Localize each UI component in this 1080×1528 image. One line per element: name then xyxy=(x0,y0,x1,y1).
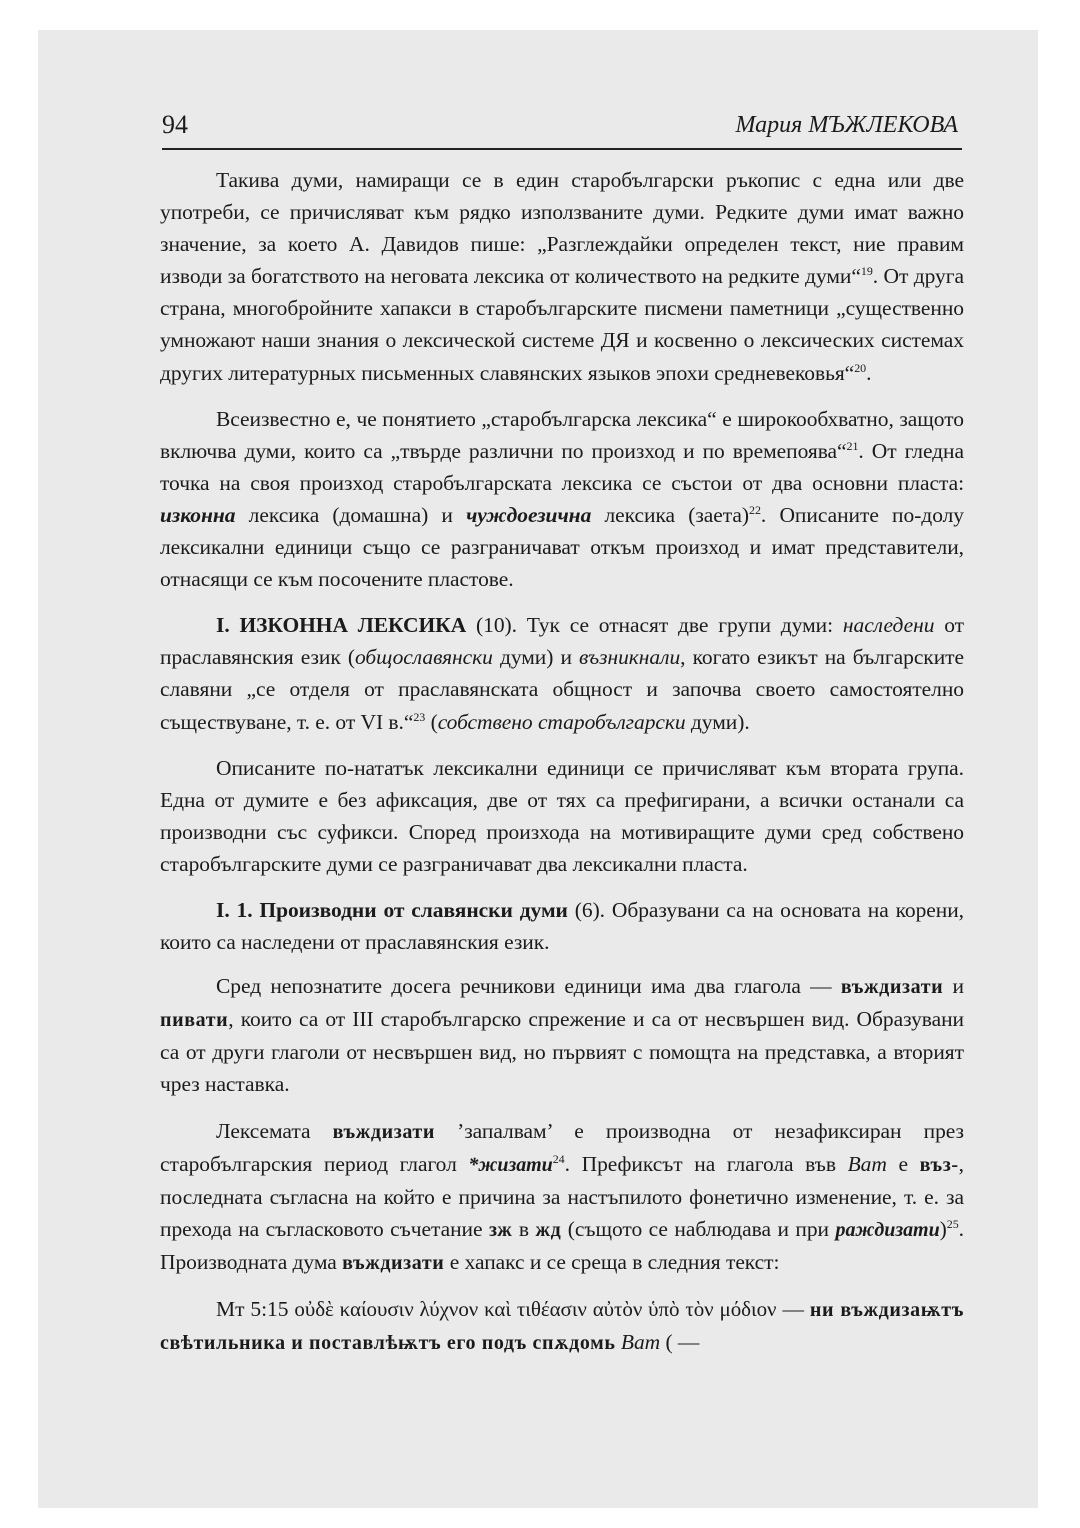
text: Всеизвестно е, че понятието „старобългарска лексика“ е широкообхватно, защото включва думи, които са „твърде различни по произход и по времепоява“ xyxy=(160,406,964,463)
running-head-author: Мария МЪЖЛЕКОВА xyxy=(735,112,958,138)
text: в xyxy=(512,1216,536,1241)
paragraph-8-quotation xyxy=(160,1293,964,1359)
paragraph-6 xyxy=(160,970,964,1100)
manuscript-siglum: Ват xyxy=(847,1151,887,1176)
footnote-ref: 19 xyxy=(860,264,873,279)
text: Сред непознатите досега речникови единици има два глагола — xyxy=(216,974,841,999)
text: Лексемата xyxy=(216,1118,333,1143)
text: . Префиксът на глагола във xyxy=(564,1151,848,1176)
emphasis: собствено старобългарски xyxy=(437,709,686,734)
text: (10). Тук се отнасят две групи думи: xyxy=(466,613,843,638)
text: . Описаните по-долу лексикални единици също се разграничават откъм произход и имат представители, отнасящи се към посочените пластове. xyxy=(160,502,964,592)
old-bulgarian-word: пивати xyxy=(160,1009,229,1032)
text: (6). Образувани са на основата на корени, които са наследени от праславянския език. xyxy=(160,897,965,955)
running-header xyxy=(162,108,962,150)
text: (същото се наблюдава и при xyxy=(561,1216,836,1241)
paragraph-3 xyxy=(160,609,964,737)
text: . От гледна точка на своя произход старобългарската лексика се състои от два основни пласта: xyxy=(160,438,964,495)
section-heading: I. ИЗКОННА ЛЕКСИКА xyxy=(216,613,467,638)
footnote-ref: 22 xyxy=(749,502,761,517)
text: от праславянския език ( xyxy=(160,613,964,670)
text: Такива думи, намиращи се в един старобългарски ръкопис с една или две употреби, се причисляват към рядко използваните думи. Редките думи имат важно значение, за което А. Давидов пише: „Разглеждайки определен текст, ние правим изводи за богатството на неговата лексика от количеството на редките думи“ xyxy=(160,168,964,289)
old-bulgarian-word: въз- xyxy=(919,1153,959,1176)
manuscript-siglum: Ват xyxy=(620,1330,661,1355)
text: думи). xyxy=(685,709,750,734)
old-bulgarian-quotation: ни въждизаѭтъ свѣтильника и поставлѣѭтъ его подъ спѫдомь xyxy=(160,1299,964,1355)
paragraph-1 xyxy=(160,164,964,389)
text: Мт 5:15 xyxy=(216,1297,295,1321)
footnote-ref: 24 xyxy=(552,1151,565,1166)
old-bulgarian-word: жд xyxy=(535,1218,562,1241)
text: лексика (домашна) и xyxy=(235,502,467,527)
old-bulgarian-word: въждизати xyxy=(332,1120,435,1143)
body-text xyxy=(160,164,964,1373)
paragraph-4 xyxy=(160,752,964,880)
text: — xyxy=(776,1297,810,1321)
footnote-ref: 20 xyxy=(854,360,867,375)
text: . От друга страна, многобройните хапакси в старобългарските писмени паметници „существенно умножают наши знания о лексической системе ДЯ и косвенно о лексических системах других литературных письменных славянских языков эпохи средневековья“ xyxy=(160,264,964,385)
text: ( — xyxy=(660,1330,700,1355)
text: . Производната дума xyxy=(160,1216,964,1274)
emphasis: общославянски xyxy=(354,645,493,670)
text: ’запалвам’ е производна от незафиксиран през старобългарския период глагол xyxy=(160,1118,964,1176)
old-bulgarian-word: *жизати xyxy=(468,1153,553,1176)
old-bulgarian-word: раждизати xyxy=(835,1218,940,1241)
text: . xyxy=(866,360,872,385)
old-bulgarian-word: въждизати xyxy=(840,976,944,999)
text: , които са от III старобългарско спрежение и са от несвършен вид. Образувани са от други глаголи от несвършен вид, но първият с помощта на представка, а вторият чрез наставка. xyxy=(160,1007,964,1097)
text: Описаните по-нататък лексикални единици се причисляват към втората група. Една от думите е без афиксация, две от тях са префигирани, а всички останали са производни със суфикси. Според произхода на мотивиращите думи сред собствено старобългарските думи се разграничават два лексикални пласта. xyxy=(160,755,964,876)
paragraph-7 xyxy=(160,1115,964,1279)
paragraph-2 xyxy=(160,403,964,596)
footnote-ref: 21 xyxy=(846,438,859,453)
greek-quotation: οὐδὲ καίουσιν λύχνον καὶ τιθέασιν αὐτὸν ὑπὸ τὸν μόδιον xyxy=(294,1297,777,1321)
old-bulgarian-word: зж xyxy=(488,1218,513,1241)
paragraph-5 xyxy=(160,894,964,958)
text: , последната съгласна на който е причина за настъпилото фонетично изменение, т. е. за прехода на съгласковото съчетание xyxy=(160,1151,964,1241)
text: лексика (заета) xyxy=(591,502,749,527)
page-number: 94 xyxy=(162,110,188,139)
emphasis: възникнали xyxy=(579,645,681,670)
emphasis: изконна xyxy=(160,502,236,527)
emphasis: наследени xyxy=(842,613,935,638)
text: ) xyxy=(939,1216,947,1241)
footnote-ref: 25 xyxy=(946,1216,959,1231)
old-bulgarian-word: въждизати xyxy=(342,1251,445,1274)
text: и xyxy=(943,974,964,999)
text: е хапакс и се среща в следния текст: xyxy=(444,1249,780,1274)
emphasis: чуждоезична xyxy=(466,502,592,527)
text: думи) и xyxy=(492,645,580,670)
text: ( xyxy=(425,709,438,734)
footnote-ref: 23 xyxy=(413,709,426,724)
text: е xyxy=(886,1151,920,1176)
subsection-heading: I. 1. Производни от славянски думи xyxy=(216,897,568,922)
text: , когато езикът на българските славяни „се отделя от праславянската общност и започва своето самостоятелно съществуване, т. е. от VI в.“ xyxy=(160,645,964,734)
